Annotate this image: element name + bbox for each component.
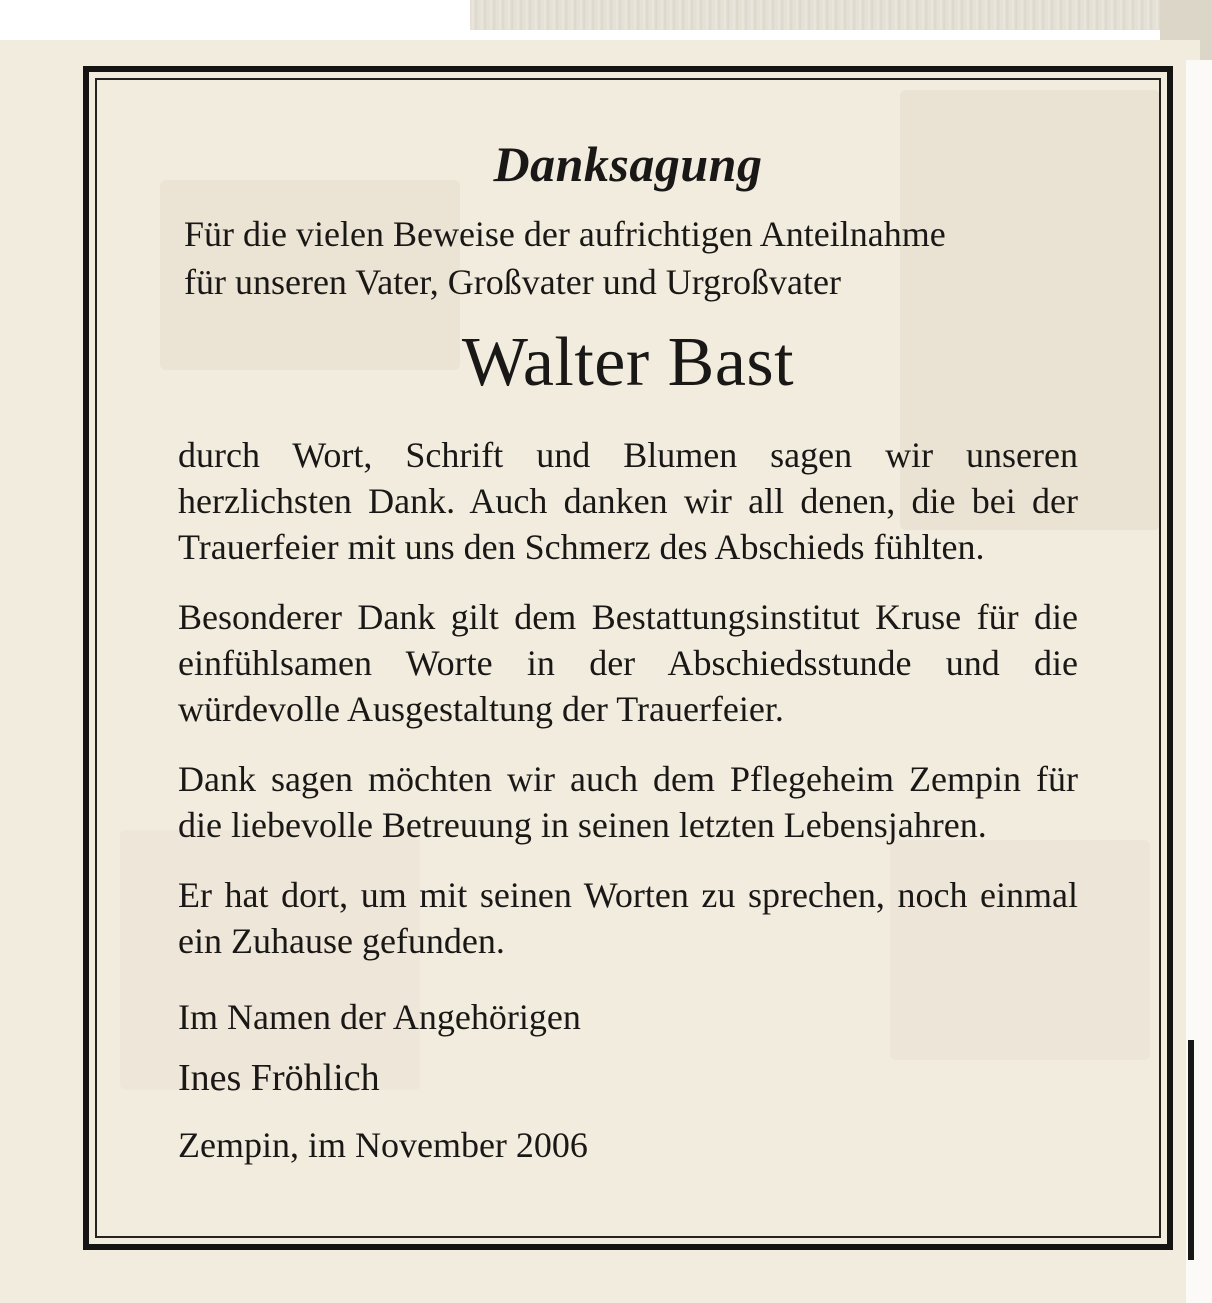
newsprint-strip (470, 0, 1212, 30)
care-home-paragraph: Dank sagen möchten wir auch dem Pflegeheim Zempin für die liebevolle Betreuung in seinen letzten Lebensjahren. (178, 759, 1078, 845)
funeral-home-paragraph: Besonderer Dank gilt dem Bestattungsinstitut Kruse für die einfühlsamen Worte in der Abschiedsstunde und die würdevolle Ausgestaltung der Trauerfeier. (178, 597, 1078, 729)
intro (184, 210, 1078, 306)
notice-content (178, 132, 1078, 1168)
home-paragraph: Er hat dort, um mit seinen Worten zu sprechen, noch einmal ein Zuhause gefunden. (178, 875, 1078, 961)
intro-line: Für die vielen Beweise der aufrichtigen Anteilnahme (184, 214, 946, 254)
closing-line: Im Namen der Angehörigen (178, 997, 581, 1037)
adjacent-border-fragment (1188, 1040, 1194, 1260)
signature: Ines Fröhlich (178, 1057, 380, 1099)
notice-title: Danksagung (493, 136, 763, 192)
thanks-paragraph: durch Wort, Schrift und Blumen sagen wir unseren herzlichsten Dank. Auch danken wir all denen, die bei der Trauerfeier mit uns den Schmerz des Abschieds fühlten. (178, 435, 1078, 567)
place-date: Zempin, im November 2006 (178, 1125, 588, 1165)
intro-line: für unseren Vater, Großvater und Urgroßvater (184, 262, 841, 302)
deceased-name: Walter Bast (461, 324, 795, 401)
